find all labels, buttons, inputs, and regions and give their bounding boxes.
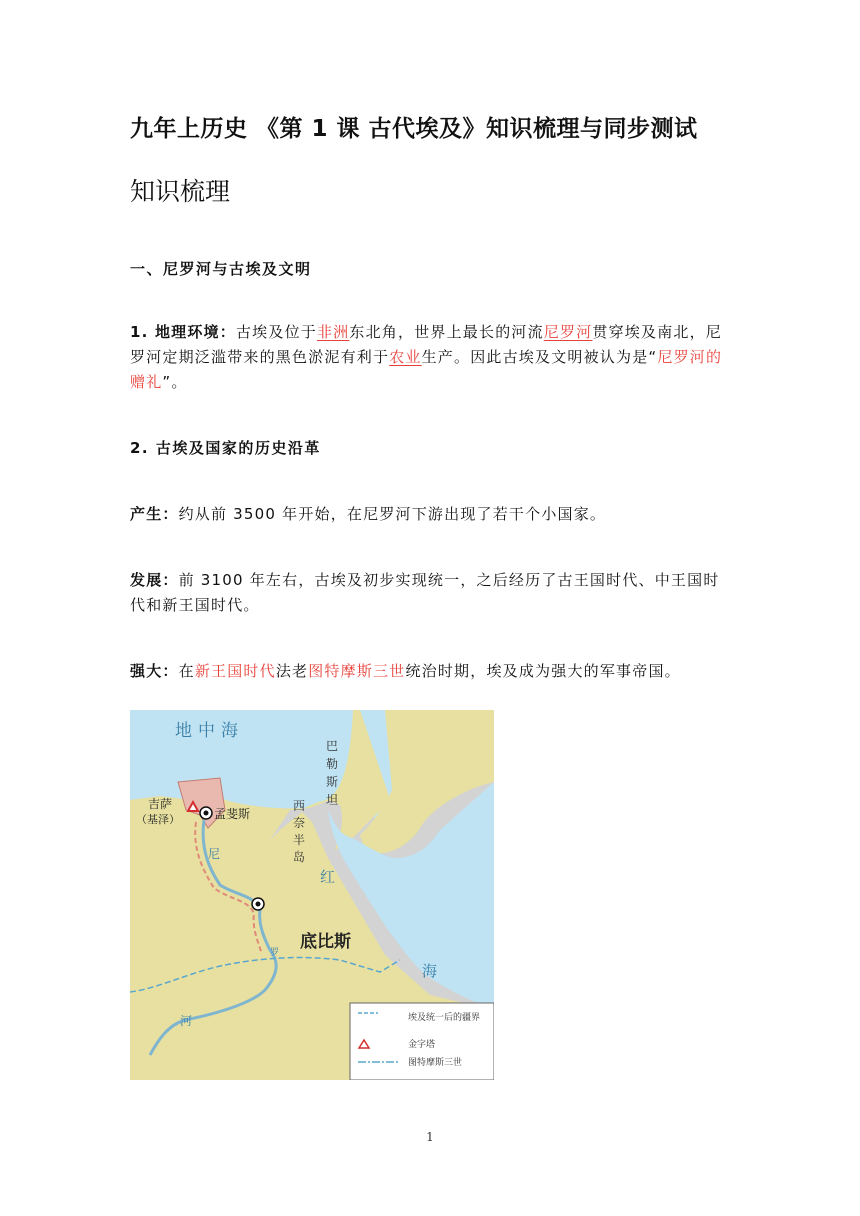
- label-red-sea-2: 海: [422, 962, 438, 980]
- strong-label: 强大：: [130, 662, 179, 680]
- page-number: 1: [426, 1130, 434, 1144]
- origin-paragraph: [130, 502, 730, 527]
- origin-text: 约从前 3500 年开始，在尼罗河下游出现了若干个小国家。: [178, 505, 607, 523]
- legend-thutmose-label: 图特摩斯三世: [408, 1058, 463, 1068]
- text: 在: [178, 662, 195, 680]
- origin-label: 产生：: [130, 505, 179, 523]
- label-mediterranean: 地中海: [175, 721, 244, 741]
- legend-pyramid-label: 金字塔: [408, 1040, 436, 1050]
- memphis-marker-dot: [204, 811, 209, 816]
- geography-label: 1. 地理环境：: [130, 323, 236, 341]
- label-palestine-2: 勒: [326, 757, 339, 771]
- label-sinai-1: 西: [293, 799, 306, 813]
- text: 古埃及位于: [235, 323, 317, 341]
- label-palestine-1: 巴: [326, 739, 339, 753]
- geography-paragraph: [130, 320, 730, 395]
- keyword-nile: 尼罗河: [543, 323, 593, 341]
- text: 生产。因此古埃及文明被认为是“: [421, 348, 658, 366]
- keyword-gift-of-nile: 尼罗河的赠礼: [130, 348, 723, 391]
- text: ”。: [162, 373, 188, 391]
- keyword-new-kingdom: 新王国时代: [194, 662, 276, 680]
- label-sinai-4: 岛: [293, 850, 306, 864]
- text: 贯穿埃及南北，尼罗河定期泛滥带来的黑色淤泥有利于: [130, 323, 723, 366]
- keyword-agriculture: 农业: [389, 348, 422, 366]
- keyword-thutmose: 图特摩斯三世: [308, 662, 406, 680]
- section-heading-history: 2. 古埃及国家的历史沿革: [130, 439, 321, 457]
- page-title: 九年上历史 《第 1 课 古代埃及》知识梳理与同步测试: [130, 116, 698, 142]
- development-label: 发展：: [130, 571, 179, 589]
- strong-paragraph: [130, 659, 730, 684]
- label-nile-2: 罗: [270, 948, 280, 958]
- legend-border-label: 埃及统一后的疆界: [408, 1013, 481, 1023]
- thebes-marker-dot: [256, 902, 261, 907]
- page-subtitle: 知识梳理: [130, 177, 231, 206]
- label-giza-alt: （基泽）: [136, 813, 180, 826]
- label-red-sea-1: 红: [320, 868, 336, 886]
- section-heading-nile: 一、尼罗河与古埃及文明: [130, 260, 312, 278]
- keyword-africa: 非洲: [316, 323, 350, 341]
- text: 统治时期，埃及成为强大的军事帝国。: [405, 662, 681, 680]
- label-palestine-4: 坦: [326, 793, 339, 807]
- label-palestine-3: 斯: [326, 775, 339, 789]
- label-thebes: 底比斯: [300, 932, 351, 952]
- development-paragraph: [130, 568, 730, 618]
- label-nile-3: 河: [180, 1014, 193, 1028]
- development-text: 前 3100 年左右，古埃及初步实现统一，之后经历了古王国时代、中王国时代和新王国时代。: [130, 571, 720, 614]
- label-sinai-2: 奈: [293, 816, 306, 830]
- label-nile-1: 尼: [208, 847, 221, 861]
- map-legend: [350, 1003, 494, 1080]
- text: 东北角，世界上最长的河流: [349, 323, 544, 341]
- label-giza: 吉萨: [148, 797, 173, 811]
- ancient-egypt-map: [130, 710, 494, 1080]
- label-sinai-3: 半: [293, 833, 306, 847]
- label-memphis: 孟斐斯: [214, 807, 251, 821]
- text: 法老: [275, 662, 309, 680]
